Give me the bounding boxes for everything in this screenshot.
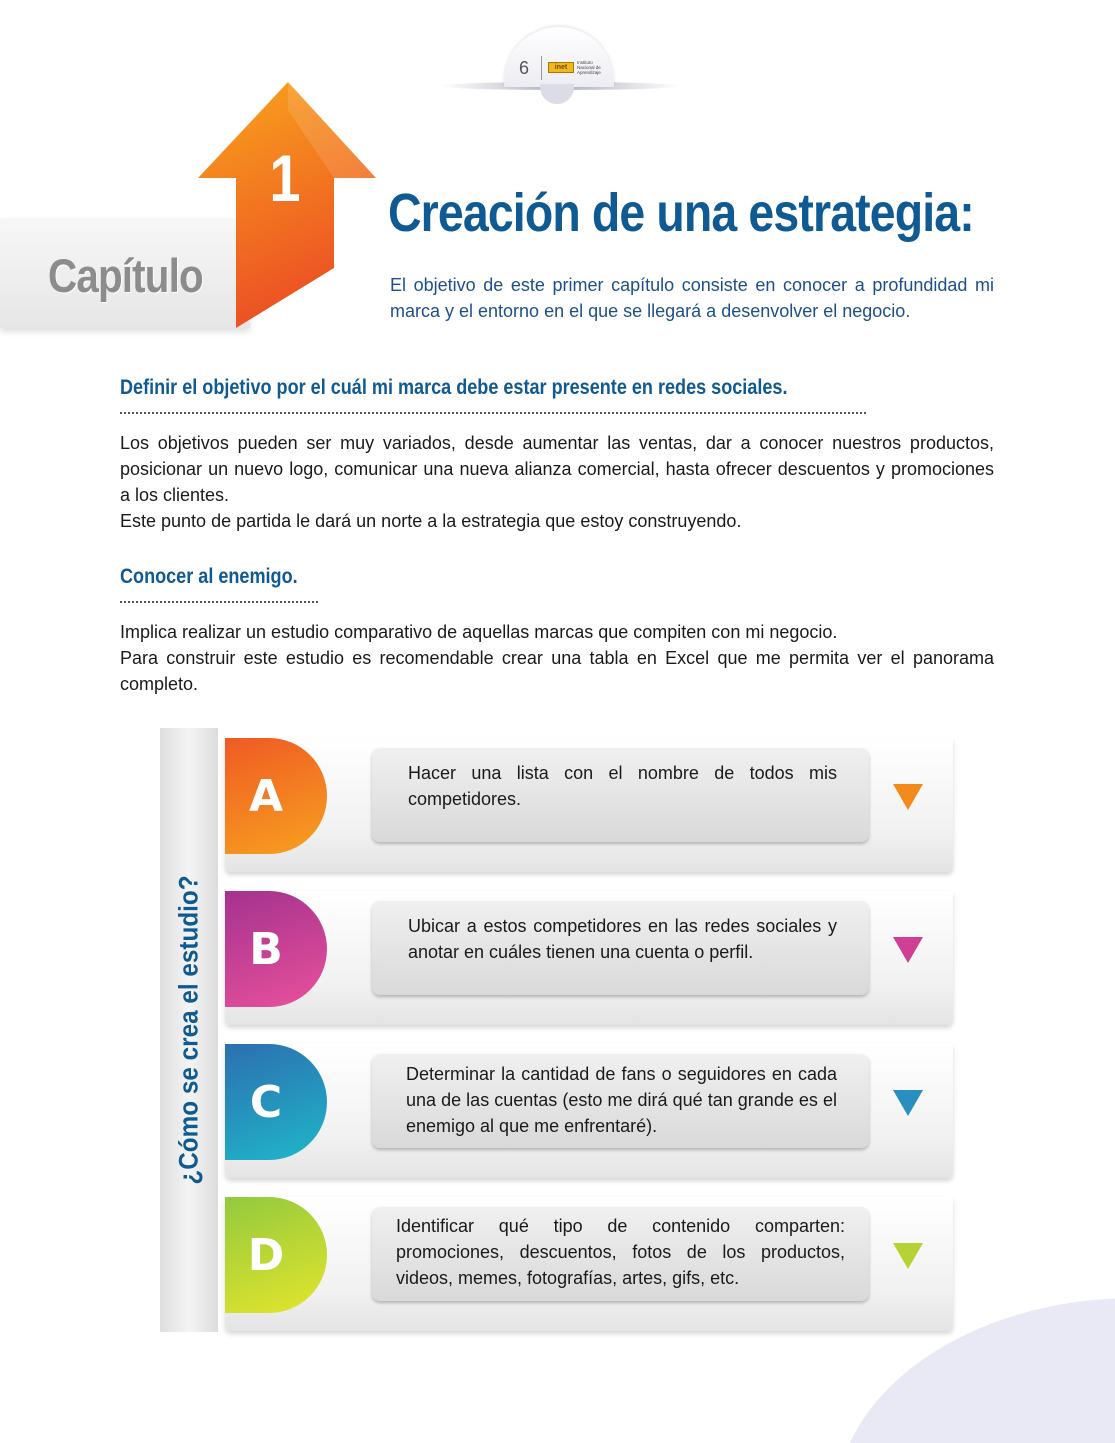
- step-card-a: [225, 738, 953, 872]
- diagram-side-label-text: ¿Cómo se crea el estudio?: [173, 875, 204, 1185]
- section-body-objective: [120, 430, 994, 534]
- step-letter: D: [225, 1197, 327, 1313]
- header-separator: [541, 56, 542, 80]
- step-card-d: [225, 1197, 953, 1331]
- paragraph: Los objetivos pueden ser muy variados, desde aumentar las ventas, dar a conocer nuestros productos, posicionar un nuevo logo, comunicar una nueva alianza comercial, hasta ofrecer descuentos y promociones a los clientes.: [120, 433, 994, 505]
- step-text: Hacer una lista con el nombre de todos mis competidores.: [372, 748, 869, 842]
- step-letter: A: [225, 738, 327, 854]
- triangle-down-icon: [893, 937, 923, 963]
- heading-underline: [120, 601, 318, 603]
- page-header: [440, 22, 680, 112]
- step-text: Identificar qué tipo de contenido comparten: promociones, descuentos, fotos de los productos, videos, memes, fotografías, artes, gifs, etc.: [372, 1207, 869, 1301]
- logo-mark: inet: [548, 62, 574, 73]
- heading-underline: [120, 412, 866, 414]
- paragraph: Este punto de partida le dará un norte a la estrategia que estoy construyendo.: [120, 511, 742, 531]
- section-body-enemy: [120, 619, 994, 697]
- step-letter: C: [225, 1044, 327, 1160]
- step-card-b: [225, 891, 953, 1025]
- institution-logo: [548, 60, 608, 76]
- chapter-number: 1: [269, 141, 301, 215]
- section-heading-objective: Definir el objetivo por el cuál mi marca debe estar presente en redes sociales.: [120, 376, 788, 399]
- paragraph: Para construir este estudio es recomendable crear una tabla en Excel que me permita ver el panorama completo.: [120, 648, 994, 694]
- triangle-down-icon: [893, 1243, 923, 1269]
- paragraph: Implica realizar un estudio comparativo de aquellas marcas que compiten con mi negocio.: [120, 622, 838, 642]
- step-text: Determinar la cantidad de fans o seguidores en cada una de las cuentas (esto me dirá qué tan grande es el enemigo al que me enfrentaré).: [372, 1054, 869, 1148]
- logo-text: Instituto Nacional de Aprendizaje: [577, 60, 601, 75]
- step-letter: B: [225, 891, 327, 1007]
- chapter-label: Capítulo: [48, 249, 203, 302]
- page-title: Creación de una estrategia:: [388, 183, 974, 243]
- chapter-intro: El objetivo de este primer capítulo consiste en conocer a profundidad mi marca y el entorno en el que se llegará a desenvolver el negocio.: [390, 275, 994, 321]
- section-heading-enemy: Conocer al enemigo.: [120, 565, 298, 588]
- page-number: 6: [518, 58, 529, 78]
- triangle-down-icon: [893, 784, 923, 810]
- triangle-down-icon: [893, 1090, 923, 1116]
- step-card-c: [225, 1044, 953, 1178]
- step-text: Ubicar a estos competidores en las redes sociales y anotar en cuáles tienen una cuenta o perfil.: [372, 901, 869, 995]
- header-drop: [540, 84, 574, 104]
